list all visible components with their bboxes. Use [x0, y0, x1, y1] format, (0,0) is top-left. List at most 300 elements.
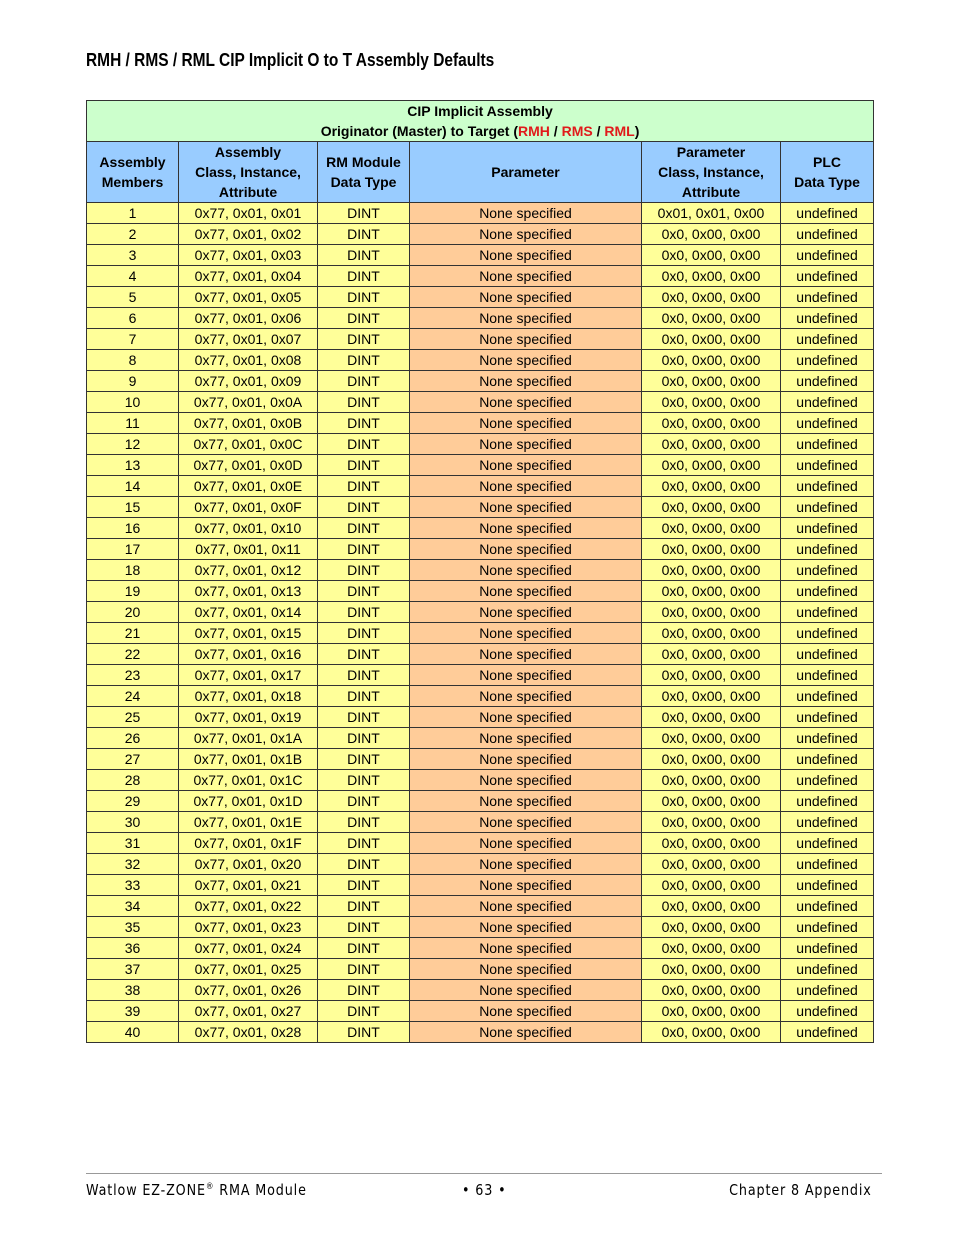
assembly-cia-cell: 0x77, 0x01, 0x1C: [179, 770, 318, 791]
member-cell: 32: [87, 854, 179, 875]
table-row: [87, 791, 874, 812]
table-row: [87, 749, 874, 770]
assembly-cia-cell: 0x77, 0x01, 0x08: [179, 350, 318, 371]
rm-data-type-cell: DINT: [318, 854, 410, 875]
rm-data-type-cell: DINT: [318, 413, 410, 434]
assembly-cia-cell: 0x77, 0x01, 0x0F: [179, 497, 318, 518]
parameter-cia-cell: 0x0, 0x00, 0x00: [642, 308, 781, 329]
table-row: [87, 329, 874, 350]
plc-data-type-cell: undefined: [781, 665, 874, 686]
parameter-cia-cell: 0x0, 0x00, 0x00: [642, 917, 781, 938]
rm-data-type-cell: DINT: [318, 497, 410, 518]
assembly-table: [86, 100, 874, 1043]
plc-data-type-cell: undefined: [781, 266, 874, 287]
plc-data-type-cell: undefined: [781, 287, 874, 308]
parameter-cia-cell: 0x0, 0x00, 0x00: [642, 875, 781, 896]
assembly-cia-cell: 0x77, 0x01, 0x21: [179, 875, 318, 896]
parameter-cia-cell: 0x0, 0x00, 0x00: [642, 434, 781, 455]
parameter-cell: None specified: [410, 812, 642, 833]
table-row: [87, 245, 874, 266]
assembly-cia-cell: 0x77, 0x01, 0x26: [179, 980, 318, 1001]
parameter-cell: None specified: [410, 1022, 642, 1043]
assembly-cia-cell: 0x77, 0x01, 0x03: [179, 245, 318, 266]
plc-data-type-cell: undefined: [781, 413, 874, 434]
banner-rms: RMS: [561, 123, 593, 139]
parameter-cia-cell: 0x0, 0x00, 0x00: [642, 287, 781, 308]
parameter-cia-cell: 0x0, 0x00, 0x00: [642, 329, 781, 350]
parameter-cell: None specified: [410, 686, 642, 707]
member-cell: 25: [87, 707, 179, 728]
parameter-cia-cell: 0x0, 0x00, 0x00: [642, 518, 781, 539]
plc-data-type-cell: undefined: [781, 728, 874, 749]
rm-data-type-cell: DINT: [318, 581, 410, 602]
parameter-cell: None specified: [410, 728, 642, 749]
assembly-cia-cell: 0x77, 0x01, 0x06: [179, 308, 318, 329]
parameter-cell: None specified: [410, 959, 642, 980]
plc-data-type-cell: undefined: [781, 308, 874, 329]
table-row: [87, 728, 874, 749]
parameter-cell: None specified: [410, 1001, 642, 1022]
rm-data-type-cell: DINT: [318, 833, 410, 854]
column-header-line1: Parameter: [676, 144, 746, 160]
banner-rml: RML: [604, 123, 635, 139]
plc-data-type-cell: undefined: [781, 623, 874, 644]
parameter-cell: None specified: [410, 350, 642, 371]
column-header-line3: Attribute: [681, 184, 741, 200]
parameter-cell: None specified: [410, 392, 642, 413]
table-row: [87, 350, 874, 371]
assembly-cia-cell: 0x77, 0x01, 0x0A: [179, 392, 318, 413]
plc-data-type-cell: undefined: [781, 245, 874, 266]
plc-data-type-cell: undefined: [781, 1022, 874, 1043]
assembly-cia-cell: 0x77, 0x01, 0x13: [179, 581, 318, 602]
parameter-cia-cell: 0x0, 0x00, 0x00: [642, 707, 781, 728]
assembly-cia-cell: 0x77, 0x01, 0x23: [179, 917, 318, 938]
plc-data-type-cell: undefined: [781, 518, 874, 539]
member-cell: 29: [87, 791, 179, 812]
plc-data-type-cell: undefined: [781, 812, 874, 833]
table-row: [87, 875, 874, 896]
rm-data-type-cell: DINT: [318, 791, 410, 812]
parameter-cia-cell: 0x0, 0x00, 0x00: [642, 749, 781, 770]
column-header-line2: Members: [101, 174, 164, 190]
member-cell: 1: [87, 203, 179, 224]
table-row: [87, 287, 874, 308]
member-cell: 14: [87, 476, 179, 497]
plc-data-type-cell: undefined: [781, 791, 874, 812]
column-header-line1: Parameter: [491, 164, 560, 180]
member-cell: 19: [87, 581, 179, 602]
parameter-cia-cell: 0x0, 0x00, 0x00: [642, 1022, 781, 1043]
member-cell: 3: [87, 245, 179, 266]
parameter-cia-cell: 0x0, 0x00, 0x00: [642, 497, 781, 518]
parameter-cia-cell: 0x0, 0x00, 0x00: [642, 980, 781, 1001]
plc-data-type-cell: undefined: [781, 854, 874, 875]
rm-data-type-cell: DINT: [318, 455, 410, 476]
member-cell: 28: [87, 770, 179, 791]
assembly-cia-cell: 0x77, 0x01, 0x16: [179, 644, 318, 665]
parameter-cia-cell: 0x0, 0x00, 0x00: [642, 1001, 781, 1022]
table-row: [87, 854, 874, 875]
assembly-cia-cell: 0x77, 0x01, 0x1B: [179, 749, 318, 770]
rm-data-type-cell: DINT: [318, 959, 410, 980]
column-header-line2: Class, Instance,: [658, 164, 764, 180]
plc-data-type-cell: undefined: [781, 560, 874, 581]
parameter-cell: None specified: [410, 203, 642, 224]
member-cell: 31: [87, 833, 179, 854]
assembly-cia-cell: 0x77, 0x01, 0x20: [179, 854, 318, 875]
parameter-cell: None specified: [410, 917, 642, 938]
parameter-cell: None specified: [410, 980, 642, 1001]
column-header-line1: Assembly: [99, 154, 166, 170]
column-header-line2: Class, Instance,: [195, 164, 301, 180]
assembly-cia-cell: 0x77, 0x01, 0x28: [179, 1022, 318, 1043]
plc-data-type-cell: undefined: [781, 980, 874, 1001]
table-row: [87, 623, 874, 644]
rm-data-type-cell: DINT: [318, 875, 410, 896]
parameter-cell: None specified: [410, 413, 642, 434]
parameter-cia-cell: 0x0, 0x00, 0x00: [642, 896, 781, 917]
plc-data-type-cell: undefined: [781, 497, 874, 518]
table-body: [87, 203, 874, 1043]
rm-data-type-cell: DINT: [318, 896, 410, 917]
table-row: [87, 938, 874, 959]
table-row: [87, 707, 874, 728]
rm-data-type-cell: DINT: [318, 308, 410, 329]
table-row: [87, 266, 874, 287]
member-cell: 22: [87, 644, 179, 665]
rm-data-type-cell: DINT: [318, 350, 410, 371]
plc-data-type-cell: undefined: [781, 224, 874, 245]
parameter-cell: None specified: [410, 224, 642, 245]
assembly-cia-cell: 0x77, 0x01, 0x10: [179, 518, 318, 539]
assembly-cia-cell: 0x77, 0x01, 0x07: [179, 329, 318, 350]
member-cell: 15: [87, 497, 179, 518]
page-title: RMH / RMS / RML CIP Implicit O to T Assembly Defaults: [86, 50, 495, 70]
parameter-cell: None specified: [410, 875, 642, 896]
parameter-cia-cell: 0x0, 0x00, 0x00: [642, 392, 781, 413]
parameter-cia-cell: 0x0, 0x00, 0x00: [642, 833, 781, 854]
member-cell: 36: [87, 938, 179, 959]
parameter-cia-cell: 0x0, 0x00, 0x00: [642, 350, 781, 371]
parameter-cia-cell: 0x0, 0x00, 0x00: [642, 812, 781, 833]
parameter-cell: None specified: [410, 497, 642, 518]
rm-data-type-cell: DINT: [318, 728, 410, 749]
rm-data-type-cell: DINT: [318, 560, 410, 581]
plc-data-type-cell: undefined: [781, 476, 874, 497]
footer-product-name: Watlow EZ-ZONE: [86, 1181, 206, 1199]
column-header: [318, 142, 410, 203]
assembly-cia-cell: 0x77, 0x01, 0x27: [179, 1001, 318, 1022]
table-row: [87, 392, 874, 413]
banner-suffix: ): [634, 123, 640, 139]
parameter-cell: None specified: [410, 287, 642, 308]
parameter-cia-cell: 0x0, 0x00, 0x00: [642, 665, 781, 686]
parameter-cell: None specified: [410, 707, 642, 728]
banner-line2: [87, 121, 873, 141]
banner-sep1: /: [549, 123, 562, 139]
member-cell: 8: [87, 350, 179, 371]
table-row: [87, 980, 874, 1001]
rm-data-type-cell: DINT: [318, 686, 410, 707]
member-cell: 5: [87, 287, 179, 308]
member-cell: 6: [87, 308, 179, 329]
table-row: [87, 413, 874, 434]
footer-page-number: • 63 •: [462, 1181, 507, 1199]
assembly-cia-cell: 0x77, 0x01, 0x19: [179, 707, 318, 728]
rm-data-type-cell: DINT: [318, 623, 410, 644]
rm-data-type-cell: DINT: [318, 707, 410, 728]
table-row: [87, 371, 874, 392]
assembly-cia-cell: 0x77, 0x01, 0x12: [179, 560, 318, 581]
rm-data-type-cell: DINT: [318, 371, 410, 392]
rm-data-type-cell: DINT: [318, 245, 410, 266]
member-cell: 35: [87, 917, 179, 938]
parameter-cell: None specified: [410, 644, 642, 665]
parameter-cia-cell: 0x0, 0x00, 0x00: [642, 644, 781, 665]
member-cell: 10: [87, 392, 179, 413]
table-row: [87, 770, 874, 791]
table-row: [87, 917, 874, 938]
member-cell: 11: [87, 413, 179, 434]
member-cell: 7: [87, 329, 179, 350]
parameter-cell: None specified: [410, 455, 642, 476]
table-row: [87, 1022, 874, 1043]
plc-data-type-cell: undefined: [781, 644, 874, 665]
member-cell: 24: [87, 686, 179, 707]
parameter-cia-cell: 0x0, 0x00, 0x00: [642, 770, 781, 791]
plc-data-type-cell: undefined: [781, 917, 874, 938]
parameter-cell: None specified: [410, 539, 642, 560]
member-cell: 27: [87, 749, 179, 770]
table-row: [87, 455, 874, 476]
parameter-cia-cell: 0x0, 0x00, 0x00: [642, 539, 781, 560]
parameter-cia-cell: 0x0, 0x00, 0x00: [642, 686, 781, 707]
table-banner: [87, 101, 874, 142]
member-cell: 13: [87, 455, 179, 476]
column-header-row: [87, 142, 874, 203]
assembly-cia-cell: 0x77, 0x01, 0x1A: [179, 728, 318, 749]
parameter-cia-cell: 0x01, 0x01, 0x00: [642, 203, 781, 224]
rm-data-type-cell: DINT: [318, 665, 410, 686]
table-row: [87, 896, 874, 917]
member-cell: 26: [87, 728, 179, 749]
member-cell: 40: [87, 1022, 179, 1043]
parameter-cell: None specified: [410, 749, 642, 770]
plc-data-type-cell: undefined: [781, 329, 874, 350]
column-header-line2: Data Type: [330, 174, 397, 190]
plc-data-type-cell: undefined: [781, 938, 874, 959]
plc-data-type-cell: undefined: [781, 371, 874, 392]
rm-data-type-cell: DINT: [318, 602, 410, 623]
table-row: [87, 1001, 874, 1022]
assembly-cia-cell: 0x77, 0x01, 0x02: [179, 224, 318, 245]
plc-data-type-cell: undefined: [781, 203, 874, 224]
plc-data-type-cell: undefined: [781, 875, 874, 896]
assembly-cia-cell: 0x77, 0x01, 0x25: [179, 959, 318, 980]
parameter-cell: None specified: [410, 770, 642, 791]
member-cell: 37: [87, 959, 179, 980]
column-header: [781, 142, 874, 203]
parameter-cia-cell: 0x0, 0x00, 0x00: [642, 854, 781, 875]
parameter-cia-cell: 0x0, 0x00, 0x00: [642, 959, 781, 980]
parameter-cia-cell: 0x0, 0x00, 0x00: [642, 623, 781, 644]
member-cell: 4: [87, 266, 179, 287]
table-row: [87, 308, 874, 329]
plc-data-type-cell: undefined: [781, 959, 874, 980]
parameter-cia-cell: 0x0, 0x00, 0x00: [642, 602, 781, 623]
table-row: [87, 497, 874, 518]
assembly-cia-cell: 0x77, 0x01, 0x0B: [179, 413, 318, 434]
parameter-cell: None specified: [410, 560, 642, 581]
plc-data-type-cell: undefined: [781, 896, 874, 917]
member-cell: 39: [87, 1001, 179, 1022]
table-row: [87, 518, 874, 539]
rm-data-type-cell: DINT: [318, 539, 410, 560]
rm-data-type-cell: DINT: [318, 812, 410, 833]
member-cell: 12: [87, 434, 179, 455]
assembly-cia-cell: 0x77, 0x01, 0x15: [179, 623, 318, 644]
parameter-cell: None specified: [410, 518, 642, 539]
column-header-line1: Assembly: [214, 144, 282, 160]
member-cell: 38: [87, 980, 179, 1001]
plc-data-type-cell: undefined: [781, 686, 874, 707]
footer-product: [86, 1181, 307, 1199]
parameter-cia-cell: 0x0, 0x00, 0x00: [642, 791, 781, 812]
plc-data-type-cell: undefined: [781, 434, 874, 455]
assembly-cia-cell: 0x77, 0x01, 0x24: [179, 938, 318, 959]
table-row: [87, 665, 874, 686]
parameter-cia-cell: 0x0, 0x00, 0x00: [642, 413, 781, 434]
parameter-cell: None specified: [410, 266, 642, 287]
table-row: [87, 539, 874, 560]
parameter-cell: None specified: [410, 791, 642, 812]
banner-rmh: RMH: [518, 123, 550, 139]
rm-data-type-cell: DINT: [318, 1001, 410, 1022]
plc-data-type-cell: undefined: [781, 350, 874, 371]
table-row: [87, 581, 874, 602]
assembly-cia-cell: 0x77, 0x01, 0x1F: [179, 833, 318, 854]
parameter-cia-cell: 0x0, 0x00, 0x00: [642, 245, 781, 266]
column-header: [87, 142, 179, 203]
assembly-cia-cell: 0x77, 0x01, 0x0E: [179, 476, 318, 497]
table-row: [87, 959, 874, 980]
rm-data-type-cell: DINT: [318, 434, 410, 455]
footer-chapter: Chapter 8 Appendix: [729, 1181, 872, 1199]
parameter-cell: None specified: [410, 371, 642, 392]
registered-mark: ®: [205, 1182, 215, 1192]
assembly-cia-cell: 0x77, 0x01, 0x04: [179, 266, 318, 287]
table-row: [87, 644, 874, 665]
plc-data-type-cell: undefined: [781, 833, 874, 854]
parameter-cia-cell: 0x0, 0x00, 0x00: [642, 728, 781, 749]
plc-data-type-cell: undefined: [781, 707, 874, 728]
banner-row: [87, 101, 874, 142]
rm-data-type-cell: DINT: [318, 1022, 410, 1043]
assembly-cia-cell: 0x77, 0x01, 0x1D: [179, 791, 318, 812]
member-cell: 20: [87, 602, 179, 623]
member-cell: 17: [87, 539, 179, 560]
member-cell: 33: [87, 875, 179, 896]
parameter-cell: None specified: [410, 833, 642, 854]
member-cell: 21: [87, 623, 179, 644]
column-header-line2: Data Type: [794, 174, 860, 190]
rm-data-type-cell: DINT: [318, 329, 410, 350]
parameter-cell: None specified: [410, 854, 642, 875]
parameter-cia-cell: 0x0, 0x00, 0x00: [642, 581, 781, 602]
member-cell: 30: [87, 812, 179, 833]
table-row: [87, 833, 874, 854]
rm-data-type-cell: DINT: [318, 266, 410, 287]
assembly-cia-cell: 0x77, 0x01, 0x05: [179, 287, 318, 308]
plc-data-type-cell: undefined: [781, 749, 874, 770]
plc-data-type-cell: undefined: [781, 455, 874, 476]
parameter-cia-cell: 0x0, 0x00, 0x00: [642, 560, 781, 581]
parameter-cell: None specified: [410, 623, 642, 644]
assembly-cia-cell: 0x77, 0x01, 0x14: [179, 602, 318, 623]
rm-data-type-cell: DINT: [318, 518, 410, 539]
table-row: [87, 602, 874, 623]
table-row: [87, 812, 874, 833]
assembly-cia-cell: 0x77, 0x01, 0x09: [179, 371, 318, 392]
parameter-cell: None specified: [410, 581, 642, 602]
table-row: [87, 686, 874, 707]
rm-data-type-cell: DINT: [318, 476, 410, 497]
assembly-cia-cell: 0x77, 0x01, 0x22: [179, 896, 318, 917]
parameter-cell: None specified: [410, 245, 642, 266]
rm-data-type-cell: DINT: [318, 938, 410, 959]
member-cell: 34: [87, 896, 179, 917]
column-header: [410, 142, 642, 203]
column-header-line3: Attribute: [218, 184, 278, 200]
table-row: [87, 560, 874, 581]
rm-data-type-cell: DINT: [318, 770, 410, 791]
assembly-cia-cell: 0x77, 0x01, 0x18: [179, 686, 318, 707]
rm-data-type-cell: DINT: [318, 224, 410, 245]
parameter-cell: None specified: [410, 308, 642, 329]
assembly-cia-cell: 0x77, 0x01, 0x01: [179, 203, 318, 224]
parameter-cell: None specified: [410, 602, 642, 623]
column-header: [642, 142, 781, 203]
assembly-cia-cell: 0x77, 0x01, 0x0D: [179, 455, 318, 476]
parameter-cell: None specified: [410, 665, 642, 686]
rm-data-type-cell: DINT: [318, 203, 410, 224]
parameter-cia-cell: 0x0, 0x00, 0x00: [642, 455, 781, 476]
table-row: [87, 224, 874, 245]
rm-data-type-cell: DINT: [318, 287, 410, 308]
parameter-cell: None specified: [410, 476, 642, 497]
assembly-cia-cell: 0x77, 0x01, 0x1E: [179, 812, 318, 833]
column-header-line1: PLC: [813, 154, 842, 170]
rm-data-type-cell: DINT: [318, 749, 410, 770]
banner-prefix: Originator (Master) to Target (: [320, 123, 519, 139]
plc-data-type-cell: undefined: [781, 1001, 874, 1022]
parameter-cia-cell: 0x0, 0x00, 0x00: [642, 224, 781, 245]
member-cell: 2: [87, 224, 179, 245]
parameter-cell: None specified: [410, 434, 642, 455]
banner-sep2: /: [592, 123, 605, 139]
parameter-cia-cell: 0x0, 0x00, 0x00: [642, 938, 781, 959]
table-row: [87, 203, 874, 224]
table-row: [87, 476, 874, 497]
parameter-cell: None specified: [410, 329, 642, 350]
footer-divider: [86, 1173, 882, 1174]
assembly-cia-cell: 0x77, 0x01, 0x17: [179, 665, 318, 686]
member-cell: 23: [87, 665, 179, 686]
plc-data-type-cell: undefined: [781, 581, 874, 602]
banner-line1: CIP Implicit Assembly: [407, 103, 553, 119]
rm-data-type-cell: DINT: [318, 644, 410, 665]
